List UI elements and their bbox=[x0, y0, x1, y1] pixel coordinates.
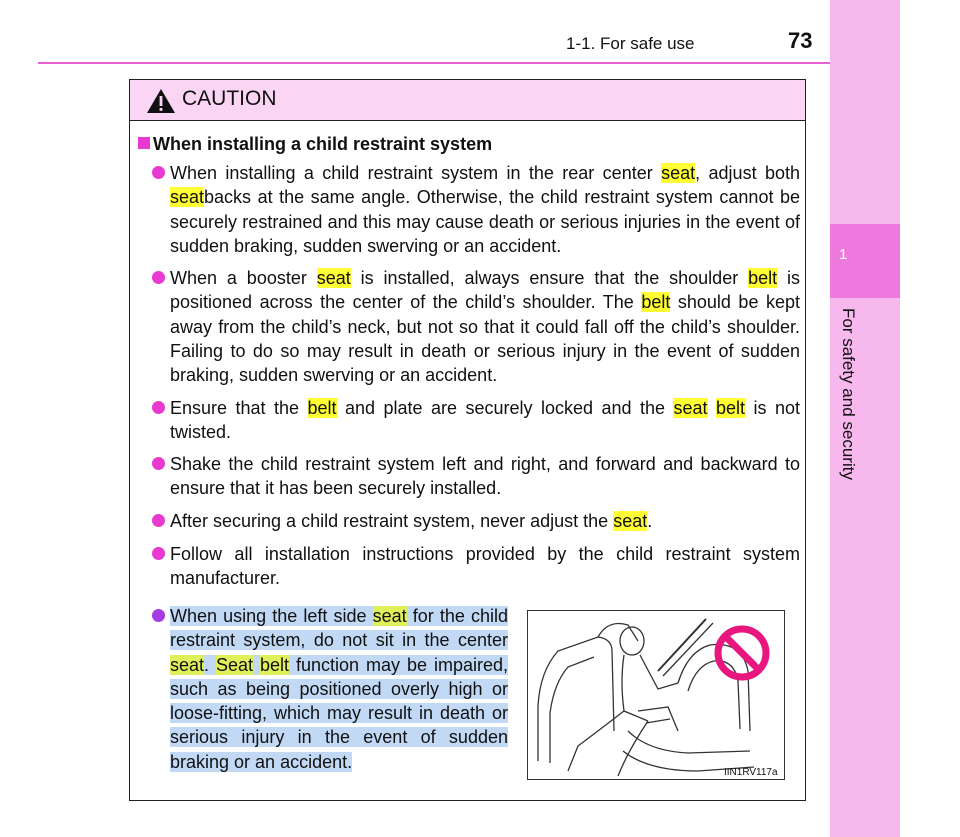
bullet-dot-icon bbox=[152, 401, 165, 414]
bullet-dot-icon bbox=[152, 166, 165, 179]
highlighted-term: seat bbox=[613, 511, 648, 531]
illustration-id: IIN1RV117a bbox=[724, 767, 778, 778]
highlighted-term: seat bbox=[170, 187, 205, 208]
bullet-3: Ensure that the belt and plate are securely locked and the seat belt is not twisted. bbox=[170, 398, 800, 443]
highlighted-term: belt bbox=[716, 398, 746, 418]
bullet-5: After securing a child restraint system, never adjust the seat. bbox=[170, 511, 653, 531]
bullet-4: Shake the child restraint system left and right, and forward and backward to ensure that it has been securely installed. bbox=[170, 454, 800, 499]
header-rule bbox=[38, 62, 898, 64]
caution-box bbox=[129, 79, 806, 801]
seat-drawing bbox=[528, 611, 784, 779]
highlighted-term: seat bbox=[661, 163, 696, 183]
child-seat-illustration bbox=[527, 610, 785, 780]
bullet-dot-icon bbox=[152, 609, 165, 622]
warning-icon bbox=[146, 88, 176, 114]
bullet-2: When a booster seat is installed, always ensure that the shoulder belt is positioned across the center of the child’s shoulder. The belt should be kept away from the child’s neck, but not so that it could fall off the child’s shoulder. Failing to do so may result in death or serious injury in the event of sudden braking, sudden swerving or an accident. bbox=[170, 268, 801, 386]
bullet-dot-icon bbox=[152, 271, 165, 284]
highlighted-term: belt bbox=[641, 292, 671, 313]
bullet-7-selected: When using the left side seat for the child restraint system, do not sit in the center seat. Seat belt function may be impaired, such as being positioned overly high or loose-fitting, which may result in death or serious injury in the event of sudden braking or an accident. bbox=[170, 606, 508, 772]
section-title: 1-1. For safe use bbox=[566, 34, 695, 53]
page-number: 73 bbox=[788, 28, 813, 53]
highlighted-term: seat bbox=[316, 268, 351, 288]
highlighted-term: seat bbox=[673, 398, 708, 418]
chapter-title: For safety and security bbox=[839, 308, 858, 480]
highlighted-term: belt bbox=[307, 398, 337, 418]
caution-heading: When installing a child restraint system bbox=[138, 134, 492, 155]
highlighted-term: seat bbox=[170, 654, 205, 675]
highlighted-term: belt bbox=[260, 654, 290, 675]
bullet-6: Follow all installation instructions provided by the child restraint system manufacturer. bbox=[170, 544, 800, 589]
chapter-tab-number: 1 bbox=[839, 246, 848, 263]
highlighted-term: Seat bbox=[216, 654, 254, 675]
square-bullet-icon bbox=[138, 137, 150, 149]
highlighted-term: seat bbox=[372, 606, 407, 626]
bullet-dot-icon bbox=[152, 457, 165, 470]
bullet-dot-icon bbox=[152, 547, 165, 560]
highlighted-term: belt bbox=[748, 268, 778, 288]
bullet-dot-icon bbox=[152, 514, 165, 527]
bullet-1: When installing a child restraint system in the rear center seat, adjust both seatbacks at the same angle. Otherwise, the child restraint system cannot be securely restrained and this may cause death or serious injuries in the event of sudden braking, sudden swerving or an accident. bbox=[170, 163, 800, 256]
caution-header bbox=[130, 80, 805, 121]
caution-title: CAUTION bbox=[182, 87, 277, 110]
